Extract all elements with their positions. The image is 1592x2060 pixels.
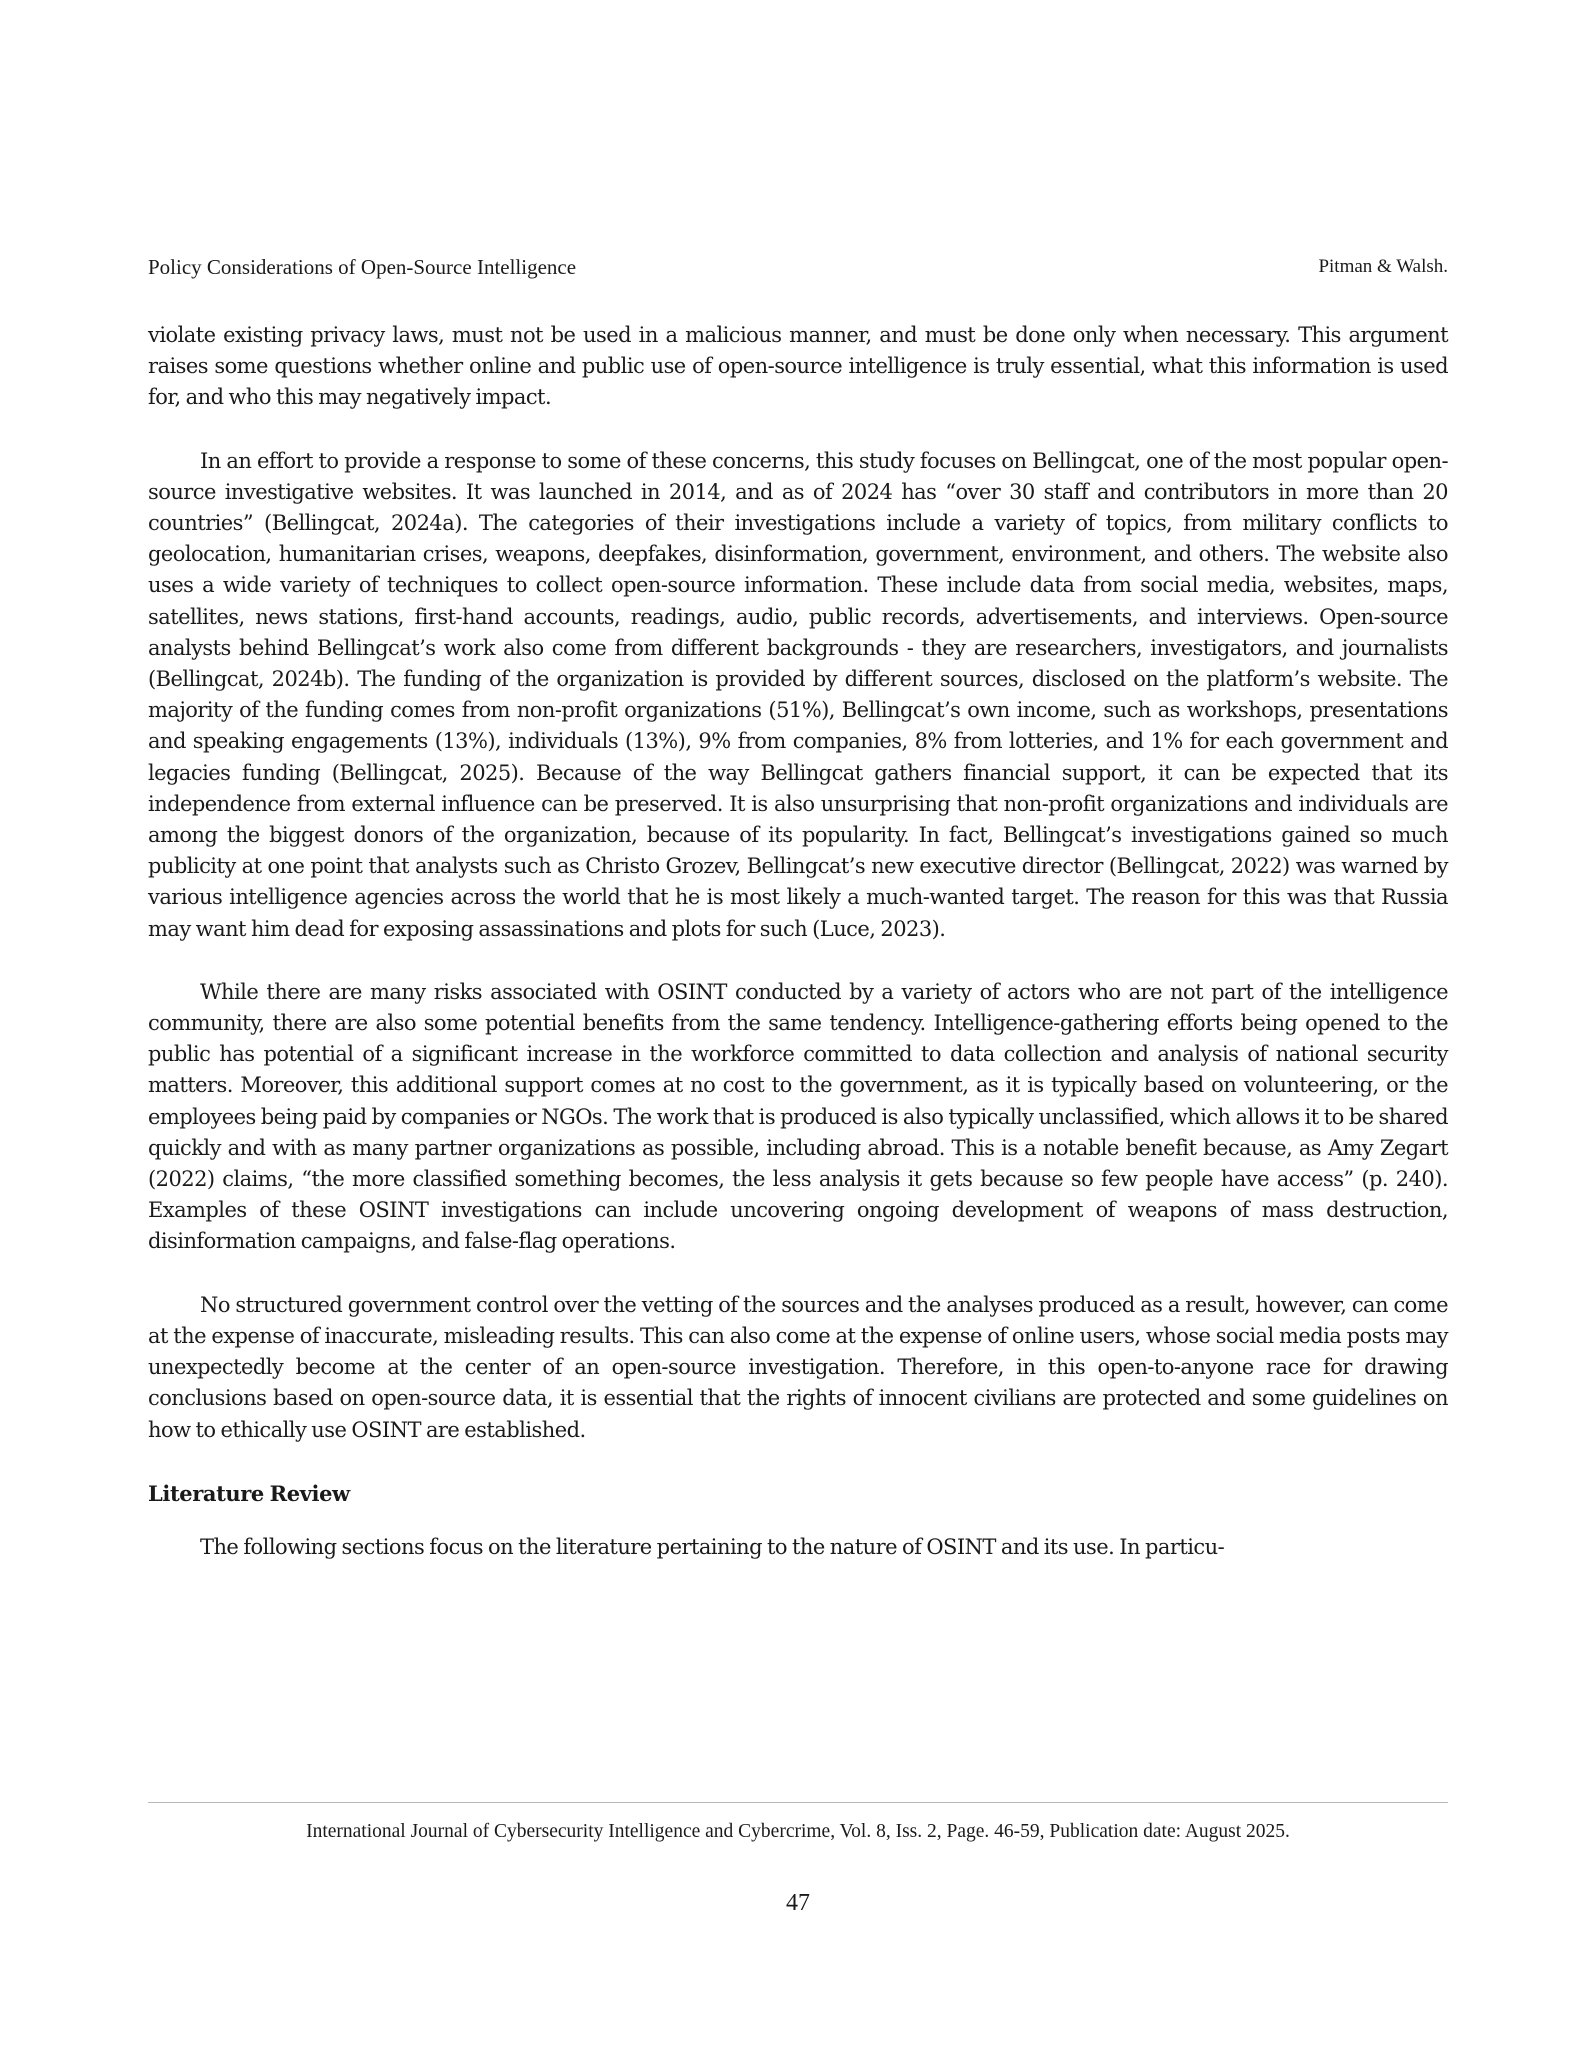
journal-citation: International Journal of Cybersecurity Intelligence and Cybercrime, Vol. 8, Iss. 2, Page. 46-59, Publication date: August 2025.: [306, 1821, 1290, 1842]
page-number: 47: [786, 1890, 810, 1916]
paragraph-risks: No structured government control over the vetting of the sources and the analyses produced as a result, however, can come at the expense of inaccurate, misleading results. This can also come at the expense of online users, whose social media posts may unexpectedly become at the center of an open-source investigation. Therefore, in this open-to-anyone race for drawing conclusions based on open-source data, it is essential that the rights of innocent civilians are protected and some guidelines on how to ethically use OSINT are established.: [148, 1292, 1448, 1442]
paragraph-osint-benefits: While there are many risks associated with OSINT conducted by a variety of actors who are not part of the intelligence community, there are also some potential benefits from the same tendency. Intelligence-gathering efforts being opened to the public has potential of a significant increase in the workforce committed to data collection and analysis of national security matters. Moreover, this additional support comes at no cost to the government, as it is typically based on volunteering, or the employees being paid by companies or NGOs. The work that is produced is also typically unclassified, which allows it to be shared quickly and with as many partner organizations as possible, including abroad. This is a notable benefit because, as Amy Zegart (2022) claims, “the more classified something becomes, the less analysis it gets because so few people have access” (p. 240). Examples of these OSINT investigations can include uncovering ongoing development of weapons of mass destruction, disinformation campaigns, and false-flag operations.: [148, 979, 1448, 1254]
paragraph-continued: violate existing privacy laws, must not be used in a malicious manner, and must be done only when necessary. This argument raises some questions whether online and public use of open-source intelligence is truly essential, what this information is used for, and who this may negatively impact.: [148, 323, 1448, 410]
paragraph-bellingcat: In an effort to provide a response to some of these concerns, this study focuses on Bellingcat, one of the most popular open-source investigative websites. It was launched in 2014, and as of 2024 has “over 30 staff and contributors in more than 20 countries” (Bellingcat, 2024a). The categories of their investigations include a variety of topics, from military conflicts to geolocation, humanitarian crises, weapons, deepfakes, disinformation, government, environment, and others. The website also uses a wide variety of techniques to collect open-source information. These include data from social media, websites, maps, satellites, news stations, first-hand accounts, readings, audio, public records, advertisements, and interviews. Open-source analysts behind Bellingcat’s work also come from different backgrounds - they are researchers, investigators, and journalists (Bellingcat, 2024b). The funding of the organization is provided by different sources, disclosed on the platform’s website. The majority of the funding comes from non-profit organizations (51%), Bellingcat’s own income, such as workshops, presentations and speaking engagements (13%), individuals (13%), 9% from companies, 8% from lotteries, and 1% for each government and legacies funding (Bellingcat, 2025). Because of the way Bellingcat gathers financial support, it can be expected that its independence from external influence can be preserved. It is also unsurprising that non-profit organizations and individuals are among the biggest donors of the organization, because of its popularity. In fact, Bellingcat’s investigations gained so much publicity at one point that analysts such as Christo Grozev, Bellingcat’s new executive director (Bellingcat, 2022) was warned by various intelligence agencies across the world that he is most likely a much-wanted target. The reason for this was that Russia may want him dead for exposing assassinations and plots for such (Luce, 2023).: [148, 448, 1448, 941]
running-header: [148, 252, 1448, 282]
article-body: [148, 320, 1448, 1595]
section-heading-literature-review: Literature Review: [148, 1480, 350, 1506]
running-title: Policy Considerations of Open-Source Intelligence: [148, 255, 577, 279]
paragraph-literature-intro: The following sections focus on the literature pertaining to the nature of OSINT and its use. In particu-: [200, 1534, 1225, 1559]
running-authors: Pitman & Walsh.: [1318, 256, 1448, 277]
footer-divider: [148, 1802, 1448, 1803]
